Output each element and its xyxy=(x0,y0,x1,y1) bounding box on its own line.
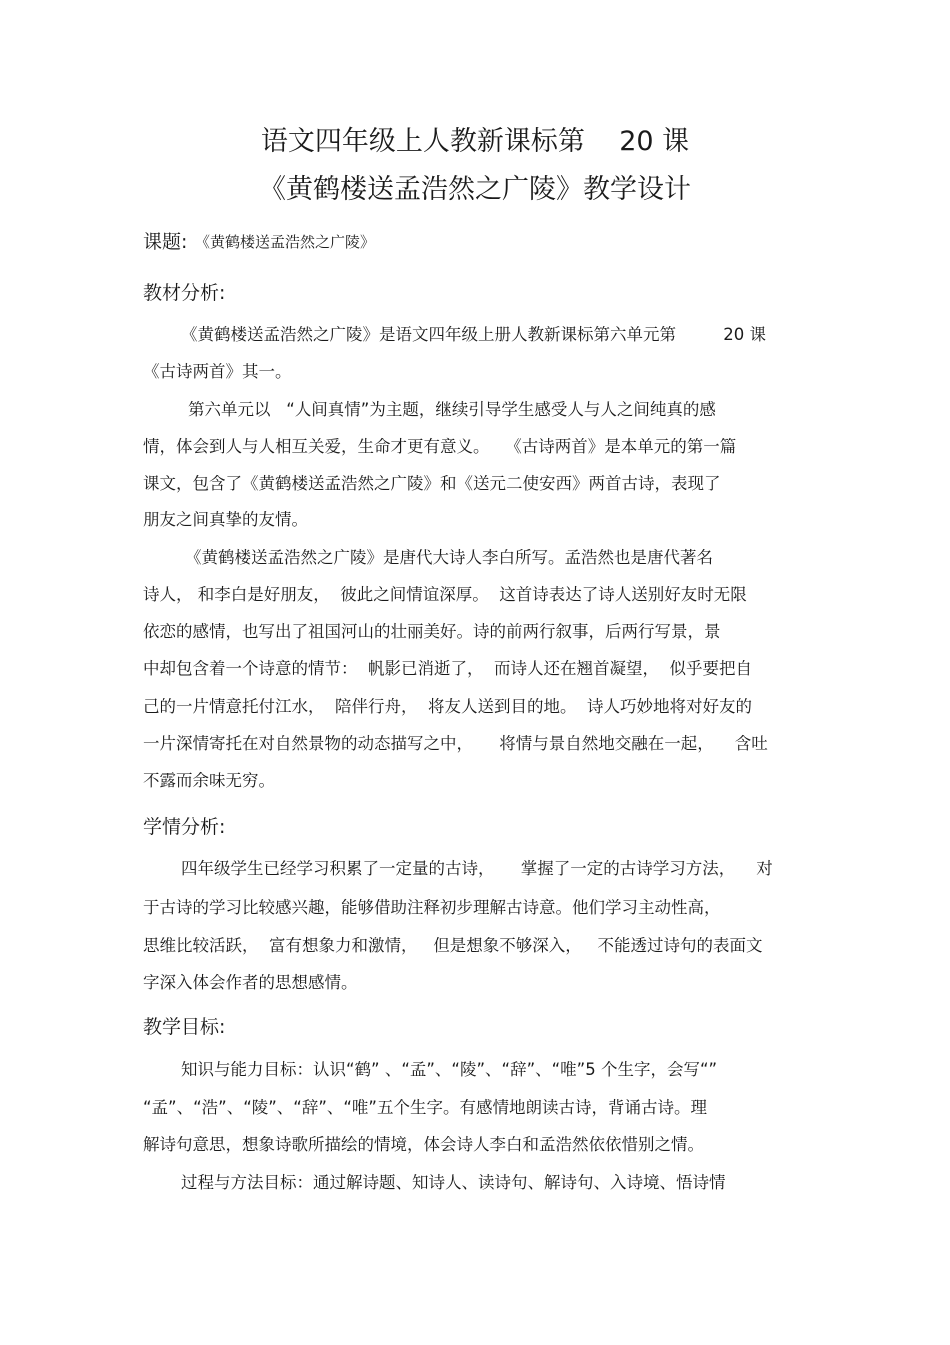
paragraph-line: 中却包含着一个诗意的情节： 帆影已消逝了， 而诗人还在翘首凝望， 似乎要把自 xyxy=(143,659,752,678)
paragraph-line: “孟”、“浩”、“陵”、“辞”、“唯”五个生字。有感情地朗读古诗，背诵古诗。理 xyxy=(143,1098,707,1117)
paragraph-line: 朋友之间真挚的友情。 xyxy=(143,510,308,529)
paragraph-line: 课文，包含了《黄鹤楼送孟浩然之广陵》和《送元二使安西》两首古诗，表现了 xyxy=(143,474,721,493)
document-subtitle: 《黄鹤楼送孟浩然之广陵》教学设计 xyxy=(259,174,691,205)
section-heading-teaching-goals: 教学目标: xyxy=(143,1016,226,1038)
paragraph-line: 依恋的感情，也写出了祖国河山的壮丽美好。诗的前两行叙事，后两行写景，景 xyxy=(143,622,721,641)
paragraph-line: 《古诗两首》其一。 xyxy=(143,362,292,381)
paragraph-line: 字深入体会作者的思想感情。 xyxy=(143,973,358,992)
topic-value: 《黄鹤楼送孟浩然之广陵》 xyxy=(195,233,376,251)
paragraph-line: 四年级学生已经学习积累了一定量的古诗， 掌握了一定的古诗学习方法， 对 xyxy=(181,859,773,878)
section-heading-student-analysis: 学情分析: xyxy=(143,816,226,838)
paragraph-line: 思维比较活跃， 富有想象力和激情， 但是想象不够深入， 不能透过诗句的表面文 xyxy=(143,936,763,955)
paragraph-line: 过程与方法目标：通过解诗题、知诗人、读诗句、解诗句、入诗境、悟诗情 xyxy=(181,1173,726,1192)
paragraph-line: 情，体会到人与人相互关爱，生命才更有意义。 《古诗两首》是本单元的第一篇 xyxy=(143,437,737,456)
document-title: 语文四年级上人教新课标第 20 课 xyxy=(260,126,690,157)
paragraph-line: 《黄鹤楼送孟浩然之广陵》是语文四年级上册人教新课标第六单元第 20 课 xyxy=(181,325,766,344)
paragraph-line: 第六单元以 “人间真情”为主题，继续引导学生感受人与人之间纯真的感 xyxy=(188,400,716,419)
paragraph-line: 《黄鹤楼送孟浩然之广陵》是唐代大诗人李白所写。孟浩然也是唐代著名 xyxy=(185,548,713,567)
paragraph-line: 不露而余味无穷。 xyxy=(143,771,275,790)
section-heading-material-analysis: 教材分析: xyxy=(143,282,226,304)
paragraph-line: 一片深情寄托在对自然景物的动态描写之中， 将情与景自然地交融在一起， 含吐 xyxy=(143,734,768,753)
paragraph-line: 己的一片情意托付江水， 陪伴行舟， 将友人送到目的地。 诗人巧妙地将对好友的 xyxy=(143,697,752,716)
paragraph-line: 诗人， 和李白是好朋友， 彼此之间情谊深厚。 这首诗表达了诗人送别好友时无限 xyxy=(143,585,747,604)
topic-label: 课题: xyxy=(143,231,188,253)
paragraph-line: 解诗句意思，想象诗歌所描绘的情境，体会诗人李白和孟浩然依依惜别之情。 xyxy=(143,1135,704,1154)
paragraph-line: 于古诗的学习比较感兴趣，能够借助注释初步理解古诗意。他们学习主动性高， xyxy=(143,898,721,917)
paragraph-line: 知识与能力目标：认识“鹤” 、“孟”、“陵”、“辞”、“唯”5 个生字，会写“” xyxy=(181,1060,718,1079)
